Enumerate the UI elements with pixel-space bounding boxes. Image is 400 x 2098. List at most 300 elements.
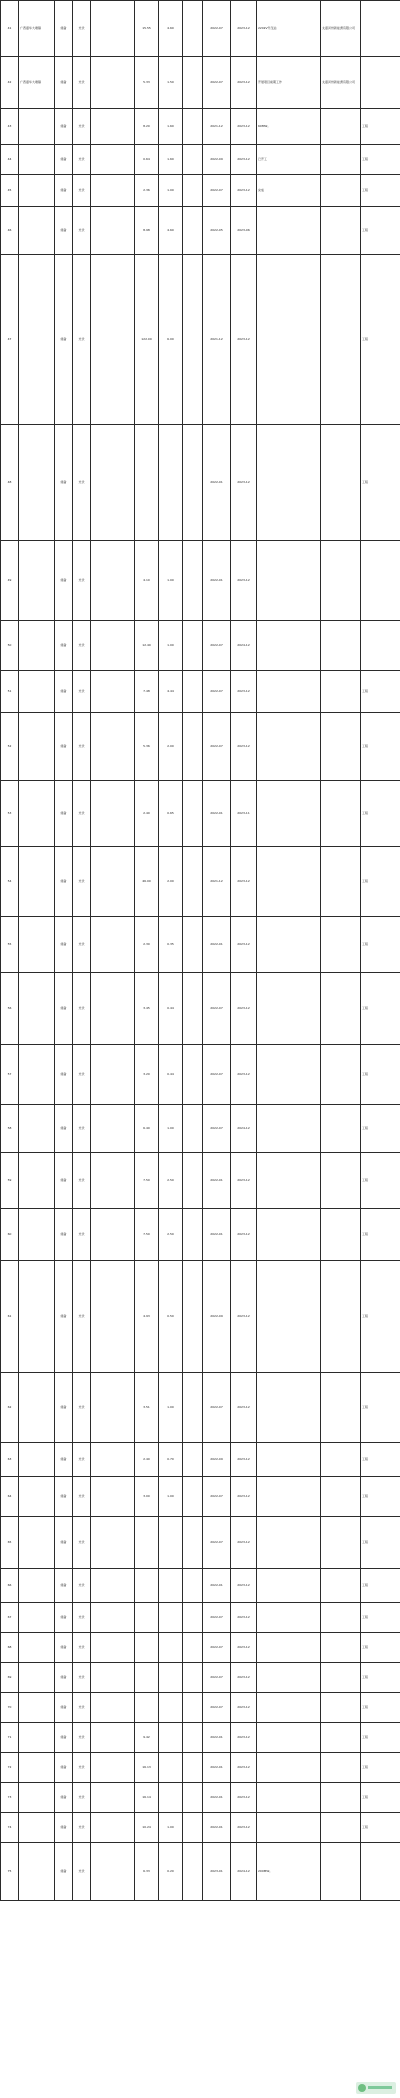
table-cell xyxy=(257,1663,321,1693)
table-cell xyxy=(321,145,361,175)
table-cell xyxy=(183,1443,203,1477)
table-cell: 光伏 xyxy=(73,781,91,847)
table-cell: 光伏 xyxy=(73,1517,91,1569)
table-cell xyxy=(257,207,321,255)
table-cell xyxy=(91,1663,135,1693)
table-body xyxy=(1,1,400,1901)
table-cell: 光伏 xyxy=(73,1813,91,1843)
table-cell: 光伏 xyxy=(73,621,91,671)
table-cell: 光伏 xyxy=(73,1663,91,1693)
table-cell: 工程 xyxy=(361,973,400,1045)
table-cell: 0.50 xyxy=(159,1261,183,1373)
table-cell: 2022-07 xyxy=(203,1477,231,1517)
table-cell xyxy=(183,1633,203,1663)
table-cell: 54 xyxy=(1,847,19,917)
table-cell: 4.10 xyxy=(135,541,159,621)
table-cell: 2022-07 xyxy=(203,175,231,207)
table-cell: 光伏 xyxy=(73,109,91,145)
logo-mark xyxy=(368,2086,392,2089)
table-cell xyxy=(321,1753,361,1783)
table-cell xyxy=(19,175,55,207)
table-cell xyxy=(183,1517,203,1569)
table-cell: 开展项目前期工作 xyxy=(257,57,321,109)
table-cell: 工程 xyxy=(361,1603,400,1633)
table-cell: 2.50 xyxy=(159,1209,183,1261)
table-row xyxy=(1,207,400,255)
table-cell: 储备 xyxy=(55,1633,73,1663)
table-cell xyxy=(183,1,203,57)
table-cell: 储备 xyxy=(55,109,73,145)
table-cell: 5.36 xyxy=(135,713,159,781)
table-cell: 2023-12 xyxy=(231,847,257,917)
table-cell xyxy=(257,1633,321,1663)
table-cell xyxy=(19,1663,55,1693)
table-cell xyxy=(159,1517,183,1569)
table-cell: 2023-12 xyxy=(231,1443,257,1477)
table-cell xyxy=(183,847,203,917)
table-cell: 3.20 xyxy=(135,1045,159,1105)
table-cell xyxy=(321,713,361,781)
table-cell xyxy=(19,621,55,671)
table-cell: 2022-01 xyxy=(203,1209,231,1261)
table-cell: 2023-12 xyxy=(231,541,257,621)
table-cell: 1.60 xyxy=(159,109,183,145)
table-cell: 15.55 xyxy=(135,1,159,57)
table-cell xyxy=(183,1693,203,1723)
table-cell xyxy=(19,1843,55,1901)
table-cell: 2023-12 xyxy=(231,1153,257,1209)
table-cell: 储备 xyxy=(55,541,73,621)
table-cell xyxy=(183,109,203,145)
table-cell xyxy=(91,175,135,207)
table-cell xyxy=(159,1663,183,1693)
table-cell xyxy=(257,781,321,847)
table-cell xyxy=(321,1813,361,1843)
table-cell: 工程 xyxy=(361,1633,400,1663)
table-cell: 2.00 xyxy=(159,713,183,781)
table-cell xyxy=(257,1153,321,1209)
table-cell: 光伏 xyxy=(73,57,91,109)
table-cell xyxy=(135,1633,159,1663)
table-cell xyxy=(257,1569,321,1603)
table-cell xyxy=(91,1569,135,1603)
table-cell: 2023-12 xyxy=(231,671,257,713)
table-cell: 64 xyxy=(1,1477,19,1517)
table-cell: 2023-12 xyxy=(231,1261,257,1373)
table-cell xyxy=(321,1843,361,1901)
table-cell xyxy=(321,621,361,671)
table-cell: 3.45 xyxy=(135,973,159,1045)
table-cell xyxy=(183,1045,203,1105)
table-cell: 16.13 xyxy=(135,1753,159,1783)
table-cell: 57 xyxy=(1,1045,19,1105)
table-cell: 60MW。 xyxy=(257,109,321,145)
table-cell: 2024-12 xyxy=(231,1843,257,1901)
table-cell xyxy=(361,1843,400,1901)
table-cell: 53 xyxy=(1,781,19,847)
table-cell: 2023-12 xyxy=(231,1753,257,1783)
table-cell xyxy=(321,1373,361,1443)
table-cell: 储备 xyxy=(55,1517,73,1569)
table-cell xyxy=(257,1261,321,1373)
table-cell xyxy=(159,1723,183,1753)
table-cell: 2022-07 xyxy=(203,1373,231,1443)
table-cell xyxy=(91,781,135,847)
table-cell xyxy=(321,1153,361,1209)
table-cell: 完成 xyxy=(257,175,321,207)
table-cell xyxy=(19,207,55,255)
logo-icon xyxy=(358,2084,366,2092)
table-cell: 1.60 xyxy=(159,145,183,175)
table-cell: 49 xyxy=(1,541,19,621)
table-row xyxy=(1,1569,400,1603)
table-row xyxy=(1,255,400,425)
table-cell: 220kV升压站 xyxy=(257,1,321,57)
table-row xyxy=(1,57,400,109)
table-cell xyxy=(183,175,203,207)
table-cell: 8.20 xyxy=(135,109,159,145)
table-cell: 2022-01 xyxy=(203,1813,231,1843)
table-cell xyxy=(183,1603,203,1633)
table-cell: 1.50 xyxy=(159,57,183,109)
table-cell xyxy=(159,1753,183,1783)
table-cell: 工程 xyxy=(361,1105,400,1153)
table-cell xyxy=(183,1843,203,1901)
table-cell xyxy=(321,1517,361,1569)
table-cell: 光伏 xyxy=(73,1373,91,1443)
table-cell: 12.40 xyxy=(135,621,159,671)
table-row xyxy=(1,847,400,917)
table-cell: 2022-05 xyxy=(203,207,231,255)
table-cell xyxy=(19,781,55,847)
table-cell xyxy=(183,1261,203,1373)
table-cell xyxy=(183,781,203,847)
table-cell: 1.00 xyxy=(159,175,183,207)
table-cell: 储备 xyxy=(55,1723,73,1753)
table-row xyxy=(1,145,400,175)
table-cell: 66 xyxy=(1,1569,19,1603)
table-cell xyxy=(361,541,400,621)
table-cell: 1.00 xyxy=(159,1477,183,1517)
table-cell: 0.64 xyxy=(135,145,159,175)
table-cell xyxy=(321,1569,361,1603)
table-cell: 储备 xyxy=(55,847,73,917)
table-cell xyxy=(183,917,203,973)
table-cell: 2022-07 xyxy=(203,1693,231,1723)
table-cell xyxy=(257,1373,321,1443)
table-cell xyxy=(257,621,321,671)
table-cell xyxy=(91,541,135,621)
table-cell: 广西嘉华大塘镇 xyxy=(19,57,55,109)
table-cell: 光伏 xyxy=(73,847,91,917)
table-cell: 储备 xyxy=(55,1477,73,1517)
table-cell xyxy=(91,1,135,57)
table-row xyxy=(1,1723,400,1753)
table-cell: 工程 xyxy=(361,207,400,255)
table-cell xyxy=(19,255,55,425)
table-cell: 光伏 xyxy=(73,1045,91,1105)
table-cell: 9.42 xyxy=(135,1723,159,1753)
table-cell xyxy=(91,1105,135,1153)
table-cell: 储备 xyxy=(55,1753,73,1783)
table-cell xyxy=(183,1477,203,1517)
table-cell: 45 xyxy=(1,175,19,207)
table-cell xyxy=(135,1603,159,1633)
table-cell xyxy=(19,1569,55,1603)
table-cell: 70 xyxy=(1,1693,19,1723)
table-cell xyxy=(183,1569,203,1603)
table-cell: 光伏 xyxy=(73,207,91,255)
table-cell: 2023-12 xyxy=(231,425,257,541)
table-cell: 6.33 xyxy=(135,1843,159,1901)
table-cell xyxy=(257,255,321,425)
table-cell xyxy=(183,1105,203,1153)
table-cell: 2022-07 xyxy=(203,713,231,781)
table-cell: 光伏 xyxy=(73,1443,91,1477)
table-cell: 46 xyxy=(1,207,19,255)
table-cell: 光伏 xyxy=(73,1603,91,1633)
table-cell: 2022-09 xyxy=(203,1443,231,1477)
table-cell: 光伏 xyxy=(73,1261,91,1373)
table-cell: 光伏 xyxy=(73,425,91,541)
table-cell: 储备 xyxy=(55,1209,73,1261)
table-cell: 0.35 xyxy=(159,917,183,973)
table-cell xyxy=(361,1,400,57)
table-cell: 2021-12 xyxy=(203,255,231,425)
table-cell: 2023-12 xyxy=(231,145,257,175)
table-cell xyxy=(257,1443,321,1477)
table-cell: 工程 xyxy=(361,425,400,541)
table-cell: 工程 xyxy=(361,175,400,207)
table-row xyxy=(1,1633,400,1663)
table-cell: 工程 xyxy=(361,1261,400,1373)
table-cell: 7.50 xyxy=(135,1209,159,1261)
table-cell xyxy=(91,917,135,973)
table-cell: 光伏 xyxy=(73,175,91,207)
table-cell: 2022-01 xyxy=(203,1569,231,1603)
table-cell xyxy=(257,425,321,541)
table-row xyxy=(1,671,400,713)
table-row xyxy=(1,1753,400,1783)
table-cell: 储备 xyxy=(55,57,73,109)
table-cell: 工程 xyxy=(361,1569,400,1603)
table-row xyxy=(1,1209,400,1261)
table-cell: 2023-12 xyxy=(231,1477,257,1517)
table-cell: 2.50 xyxy=(159,1153,183,1209)
table-cell: 储备 xyxy=(55,671,73,713)
table-cell xyxy=(159,1693,183,1723)
table-cell: 工程 xyxy=(361,1753,400,1783)
table-cell xyxy=(183,1663,203,1693)
table-cell xyxy=(183,1783,203,1813)
table-cell xyxy=(91,621,135,671)
table-cell xyxy=(91,973,135,1045)
table-cell xyxy=(19,713,55,781)
table-cell: 2023-12 xyxy=(231,1633,257,1663)
table-cell: 2021-12 xyxy=(203,847,231,917)
table-cell: 2.40 xyxy=(135,1443,159,1477)
table-cell xyxy=(19,109,55,145)
table-cell: 光伏 xyxy=(73,1843,91,1901)
table-cell xyxy=(321,109,361,145)
table-cell xyxy=(321,973,361,1045)
table-cell: 2023-12 xyxy=(231,57,257,109)
table-cell xyxy=(91,1261,135,1373)
table-cell: 1.00 xyxy=(159,621,183,671)
table-cell xyxy=(19,1105,55,1153)
table-cell: 光伏 xyxy=(73,1723,91,1753)
table-cell: 光伏 xyxy=(73,973,91,1045)
table-cell xyxy=(321,781,361,847)
table-cell: 光伏 xyxy=(73,1153,91,1209)
table-cell: 2022-07 xyxy=(203,1045,231,1105)
table-cell: 工程 xyxy=(361,255,400,425)
table-cell xyxy=(321,1663,361,1693)
table-cell: 68 xyxy=(1,1633,19,1663)
table-cell xyxy=(257,973,321,1045)
table-cell xyxy=(183,57,203,109)
table-cell xyxy=(159,1783,183,1813)
table-cell: 2023-12 xyxy=(231,1209,257,1261)
table-cell xyxy=(257,917,321,973)
table-cell: 光伏 xyxy=(73,145,91,175)
table-cell xyxy=(19,1373,55,1443)
table-cell: 2023-12 xyxy=(231,175,257,207)
table-cell xyxy=(91,1209,135,1261)
table-cell: 6.40 xyxy=(135,1105,159,1153)
table-cell: 71 xyxy=(1,1723,19,1753)
table-cell xyxy=(19,1633,55,1663)
table-cell: 光伏 xyxy=(73,1209,91,1261)
table-cell: 储备 xyxy=(55,621,73,671)
table-cell xyxy=(321,1603,361,1633)
table-cell: 2022-07 xyxy=(203,621,231,671)
table-cell: 2021-12 xyxy=(203,109,231,145)
table-cell: 2.40 xyxy=(135,781,159,847)
table-cell: 0.44 xyxy=(159,1045,183,1105)
table-row xyxy=(1,541,400,621)
table-cell xyxy=(91,1723,135,1753)
table-row xyxy=(1,1693,400,1723)
table-cell: 2022-07 xyxy=(203,57,231,109)
table-cell: 51 xyxy=(1,671,19,713)
table-cell xyxy=(91,1517,135,1569)
table-cell xyxy=(91,671,135,713)
table-cell xyxy=(321,175,361,207)
table-cell xyxy=(159,1633,183,1663)
table-cell xyxy=(321,1633,361,1663)
table-cell xyxy=(321,1209,361,1261)
table-cell: 工程 xyxy=(361,1477,400,1517)
table-cell: 65 xyxy=(1,1517,19,1569)
table-cell: 2022-01 xyxy=(203,1783,231,1813)
table-cell: 2.36 xyxy=(135,175,159,207)
table-row xyxy=(1,1373,400,1443)
table-cell: 2023-12 xyxy=(231,1517,257,1569)
table-cell xyxy=(91,145,135,175)
table-cell: 55 xyxy=(1,917,19,973)
table-cell: 2023-11 xyxy=(231,781,257,847)
table-cell: 储备 xyxy=(55,1813,73,1843)
table-cell: 储备 xyxy=(55,1783,73,1813)
table-cell: 2022-07 xyxy=(203,1517,231,1569)
table-cell xyxy=(159,1603,183,1633)
table-row xyxy=(1,1261,400,1373)
table-cell xyxy=(19,847,55,917)
table-cell: 光伏 xyxy=(73,713,91,781)
table-cell: 44 xyxy=(1,145,19,175)
table-cell: 工程 xyxy=(361,1209,400,1261)
table-cell: 2023-12 xyxy=(231,1373,257,1443)
table-cell: 储备 xyxy=(55,1569,73,1603)
table-cell xyxy=(257,847,321,917)
table-cell: 47 xyxy=(1,255,19,425)
table-cell: 4.60 xyxy=(159,207,183,255)
table-cell: 光伏 xyxy=(73,917,91,973)
table-cell xyxy=(321,1105,361,1153)
table-cell xyxy=(91,109,135,145)
table-cell: 光伏 xyxy=(73,671,91,713)
table-row xyxy=(1,917,400,973)
table-cell xyxy=(183,1153,203,1209)
table-cell: 工程 xyxy=(361,1663,400,1693)
table-cell: 7.50 xyxy=(135,1153,159,1209)
table-cell: 工程 xyxy=(361,781,400,847)
table-cell xyxy=(321,1783,361,1813)
table-cell: 工程 xyxy=(361,1693,400,1723)
table-cell: 2024-12 xyxy=(231,1105,257,1153)
table-row xyxy=(1,109,400,145)
table-cell xyxy=(91,1603,135,1633)
table-cell: 2022-01 xyxy=(203,1753,231,1783)
table-row xyxy=(1,175,400,207)
table-cell: 73 xyxy=(1,1783,19,1813)
table-cell xyxy=(183,1209,203,1261)
table-cell: 4.60 xyxy=(159,1,183,57)
table-cell: 2023-12 xyxy=(231,973,257,1045)
table-cell xyxy=(321,917,361,973)
table-row xyxy=(1,1663,400,1693)
table-cell xyxy=(321,1477,361,1517)
table-cell xyxy=(19,541,55,621)
table-cell xyxy=(91,1633,135,1663)
table-cell xyxy=(19,1477,55,1517)
table-cell: 储备 xyxy=(55,1,73,57)
table-cell xyxy=(257,671,321,713)
table-cell xyxy=(135,1693,159,1723)
table-cell xyxy=(361,621,400,671)
table-cell: 59 xyxy=(1,1153,19,1209)
table-row xyxy=(1,1105,400,1153)
table-cell: 74 xyxy=(1,1813,19,1843)
watermark-logo xyxy=(356,2082,396,2094)
table-cell xyxy=(321,255,361,425)
table-cell: 储备 xyxy=(55,1105,73,1153)
table-cell: 2023-12 xyxy=(231,1569,257,1603)
table-cell: 2023-12 xyxy=(231,1723,257,1753)
table-cell: 2022-01 xyxy=(203,781,231,847)
table-cell: 2022-01 xyxy=(203,1723,231,1753)
table-row xyxy=(1,621,400,671)
table-cell xyxy=(257,1723,321,1753)
table-cell: 58 xyxy=(1,1105,19,1153)
table-cell xyxy=(183,207,203,255)
table-cell: 56 xyxy=(1,973,19,1045)
table-cell: 2023-12 xyxy=(231,1663,257,1693)
table-cell xyxy=(257,1517,321,1569)
table-cell: 0.70 xyxy=(159,1443,183,1477)
table-cell: 2023-12 xyxy=(231,1693,257,1723)
